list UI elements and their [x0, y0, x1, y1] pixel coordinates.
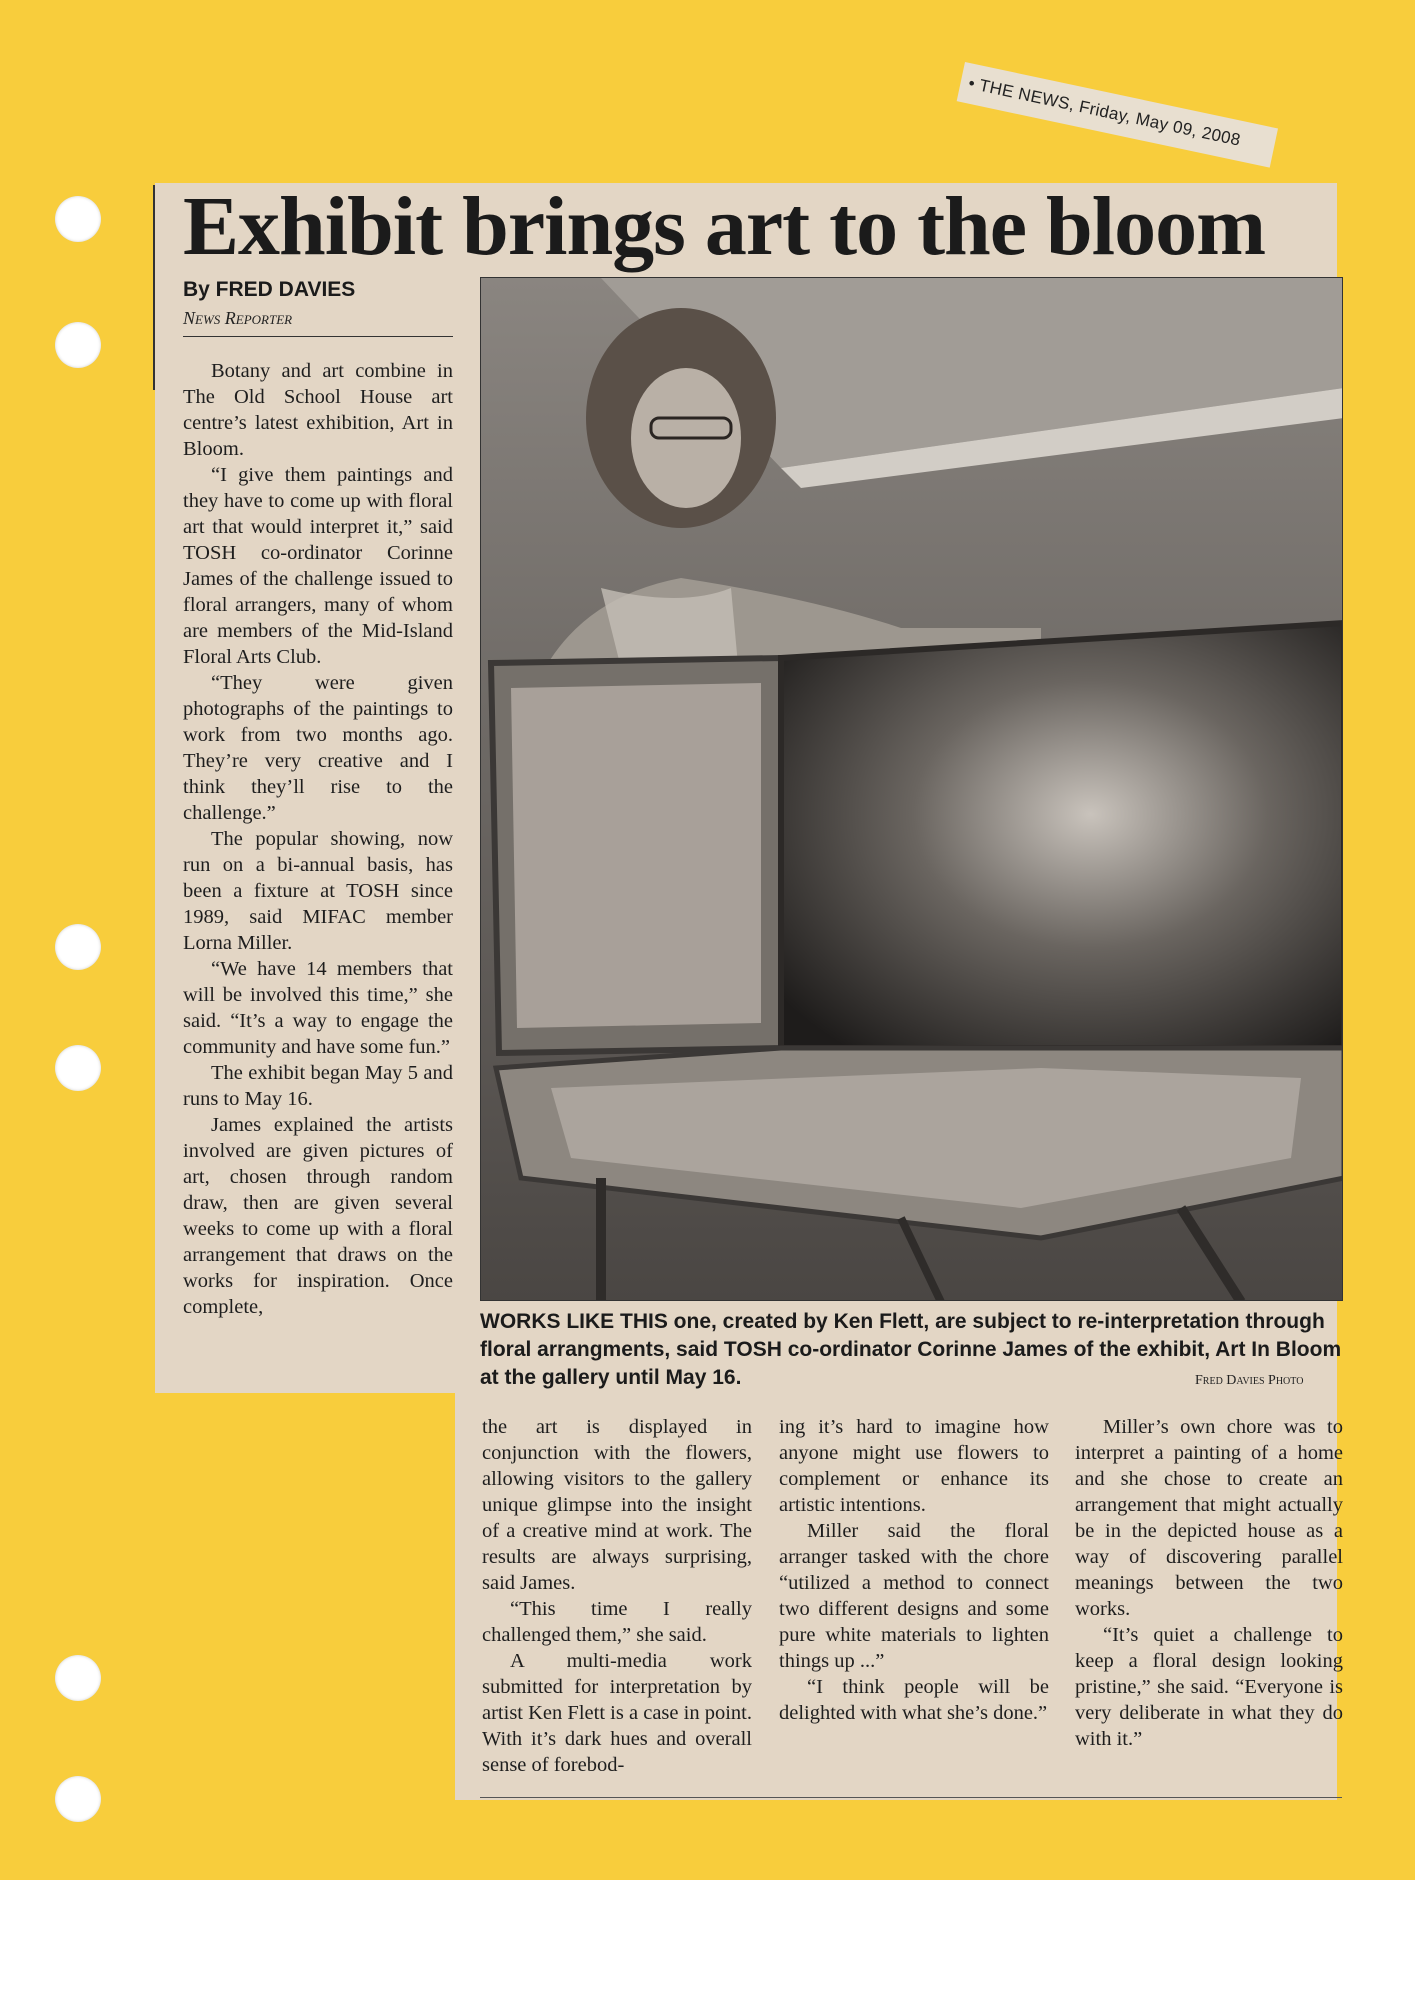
article-column-2	[482, 1414, 752, 1778]
paragraph: The popular showing, now run on a bi-annual basis, has been a fixture at TOSH since 1989, said MIFAC member Lorna Miller.	[183, 828, 453, 954]
paragraph: “I give them paintings and they have to come up with floral art that would interpret it,” said TOSH co-ordinator Corinne James of the challenge issued to floral arrangers, many of whom are members of the Mid-Island Floral Arts Club.	[183, 464, 453, 668]
paragraph: Miller’s own chore was to interpret a painting of a home and she chose to create an arrangement that might actually be in the depicted house as a way of discovering parallel meanings between the two works.	[1075, 1416, 1343, 1620]
paragraph: “This time I really challenged them,” she said.	[482, 1598, 752, 1646]
caption-lead: WORKS LIKE THIS	[480, 1310, 668, 1333]
headline: Exhibit brings art to the bloom	[183, 180, 1266, 273]
paragraph: “They were given photographs of the paintings to work from two months ago. They’re very creative and I think they’ll rise to the challenge.”	[183, 672, 453, 824]
column-rule	[153, 185, 155, 390]
byline-divider	[183, 336, 453, 337]
paragraph: A multi-media work submitted for interpretation by artist Ken Flett is a case in point. With it’s dark hues and overall sense of forebod-	[482, 1650, 752, 1776]
photo-credit: Fred Davies Photo	[1195, 1373, 1304, 1388]
paragraph: “It’s quiet a challenge to keep a floral design looking pristine,” she said. “Everyone is very deliberate in what they do with it.”	[1075, 1624, 1343, 1750]
byline: By FRED DAVIES	[183, 278, 356, 301]
binder-hole	[55, 322, 101, 368]
binder-hole	[55, 1776, 101, 1822]
binder-hole	[55, 1045, 101, 1091]
bottom-divider	[480, 1797, 1342, 1798]
caption-text: one, created by Ken Flett, are subject to re-interpretation through floral arrangments, said TOSH co-ordinator Corinne James of the exhibit, Art In Bloom at the gallery until May 16.	[480, 1310, 1342, 1389]
paragraph: The exhibit began May 5 and runs to May 16.	[183, 1062, 453, 1110]
paragraph: “I think people will be delighted with what she’s done.”	[779, 1676, 1049, 1724]
article-column-1	[183, 358, 453, 1320]
paragraph: Botany and art combine in The Old School House art centre’s latest exhibition, Art in Bloom.	[183, 360, 453, 460]
paragraph: the art is displayed in conjunction with the flowers, allowing visitors to the gallery unique glimpse into the insight of a creative mind at work. The results are always surprising, said James.	[482, 1416, 752, 1594]
article-photo	[480, 277, 1343, 1301]
binder-hole	[55, 1655, 101, 1701]
paragraph: ing it’s hard to imagine how anyone might use flowers to complement or enhance its artistic intentions.	[779, 1416, 1049, 1516]
byline-role: News Reporter	[183, 308, 293, 328]
article-column-4	[1075, 1414, 1343, 1752]
binder-hole	[55, 196, 101, 242]
paragraph: “We have 14 members that will be involved this time,” she said. “It’s a way to engage the community and have some fun.”	[183, 958, 453, 1058]
article-column-3	[779, 1414, 1049, 1726]
binder-hole	[55, 924, 101, 970]
dateline-label: • THE NEWS, Friday, May 09, 2008	[957, 62, 1278, 168]
paragraph: James explained the artists involved are given pictures of art, chosen through random draw, then are given several weeks to come up with a floral arrangement that draws on the works for inspiration. Once complete,	[183, 1114, 453, 1318]
paragraph: Miller said the floral arranger tasked with the chore “utilized a method to connect two different designs and some pure white materials to lighten things up ...”	[779, 1520, 1049, 1672]
